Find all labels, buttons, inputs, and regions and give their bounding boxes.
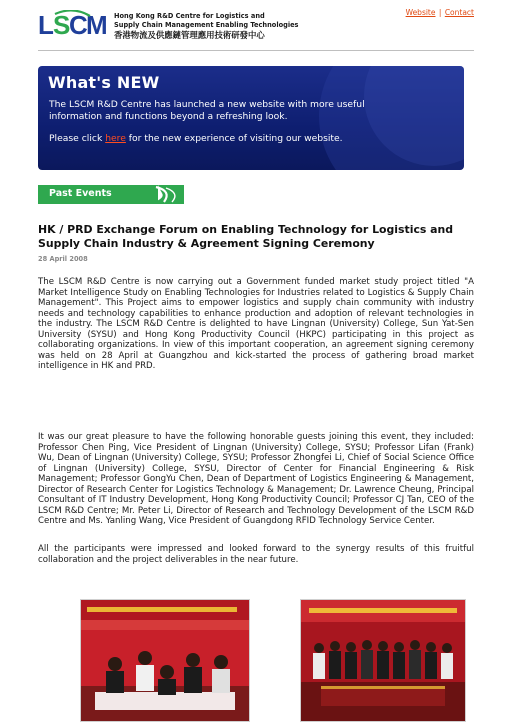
svg-text:L: L xyxy=(38,10,53,40)
contact-link[interactable]: Contact xyxy=(444,8,474,17)
organization-name xyxy=(114,12,354,41)
banner-cta-after: for the new experience of visiting our website. xyxy=(125,133,343,144)
banner-cta-text xyxy=(49,133,369,145)
org-name-en-line1: Hong Kong R&D Centre for Logistics and xyxy=(114,12,265,20)
past-events-tab xyxy=(38,185,184,204)
article-paragraph-1: The LSCM R&D Centre is now carrying out a Government funded market study project titled "A Market Intelligence Study on Enabling Technologies for Industries related to Logistics & Supply Chain Management". This Project aims to empower logistics and supply chain community with industry needs and technology capabilities to enhance production and adoption of relevant technologies in the industry. The LSCM R&D Centre is delighted to have Lingnan (University) College, Sun Yat-Sen University (SYSU) and Hong Kong Productivity Council (HKPC) participating in this project as collaborating organizations. In view of this important cooperation, an agreement signing ceremony was held on 28 April at Guangzhou and kick-started the process of gathering broad market intelligence in HK and PRD. xyxy=(38,277,474,372)
org-name-en-line2: Supply Chain Management Enabling Technologies xyxy=(114,21,299,29)
event-photo-1 xyxy=(80,599,250,722)
banner-text: The LSCM R&D Centre has launched a new website with more useful information and functions beyond a refreshing look. xyxy=(49,99,365,122)
banner-cta-before: Please click xyxy=(49,133,106,144)
here-link[interactable]: here xyxy=(105,133,126,144)
header-divider xyxy=(38,50,474,51)
article-date: 28 April 2008 xyxy=(38,255,88,263)
svg-text:S: S xyxy=(53,10,70,40)
past-events-label: Past Events xyxy=(49,188,112,199)
lscm-logo[interactable] xyxy=(38,10,110,40)
banner-title: What's NEW xyxy=(48,73,160,92)
org-name-zh: 香港物流及供應鏈管理應用技術研發中心 xyxy=(114,30,265,40)
article-title: HK / PRD Exchange Forum on Enabling Technology for Logistics and Supply Chain Industry & Agreement Signing Ceremony xyxy=(38,223,454,250)
svg-text:C: C xyxy=(69,10,87,40)
event-photo-2 xyxy=(300,599,466,722)
svg-text:M: M xyxy=(86,10,107,40)
header xyxy=(38,8,474,52)
link-separator: | xyxy=(438,8,442,17)
website-link[interactable]: Website xyxy=(405,8,436,17)
article-paragraph-2: It was our great pleasure to have the following honorable guests joining this event, they included: Professor Chen Ping, Vice President of Lingnan (University) College, SYSU; Professor Lifan (Frank) Wu, Dean of Lingnan (University) College, SYSU; Professor Zhongfei Li, Chief of Social Science Office of Lingnan (University) College, SYSU, Director of Center for Financial Engineering & Risk Management; Professor GongYu Chen, Dean of Department of Logistics Engineering & Management, Director of Research Center for Logistics Technology & Management; Dr. Lawrence Cheung, Principal Consultant of IT Industry Development, Hong Kong Productivity Council; Professor CJ Tan, CEO of the LSCM R&D Centre; Mr. Peter Li, Director of Research and Technology Development of the LSCM R&D Centre and Ms. Yanling Wang, Vice President of Guangdong RFID Technology Service Center. xyxy=(38,432,474,527)
article-paragraph-3: All the participants were impressed and looked forward to the synergy results of this fruitful collaboration and the project deliverables in the near future. xyxy=(38,544,474,565)
whats-new-banner xyxy=(38,66,464,170)
top-links xyxy=(406,8,474,17)
